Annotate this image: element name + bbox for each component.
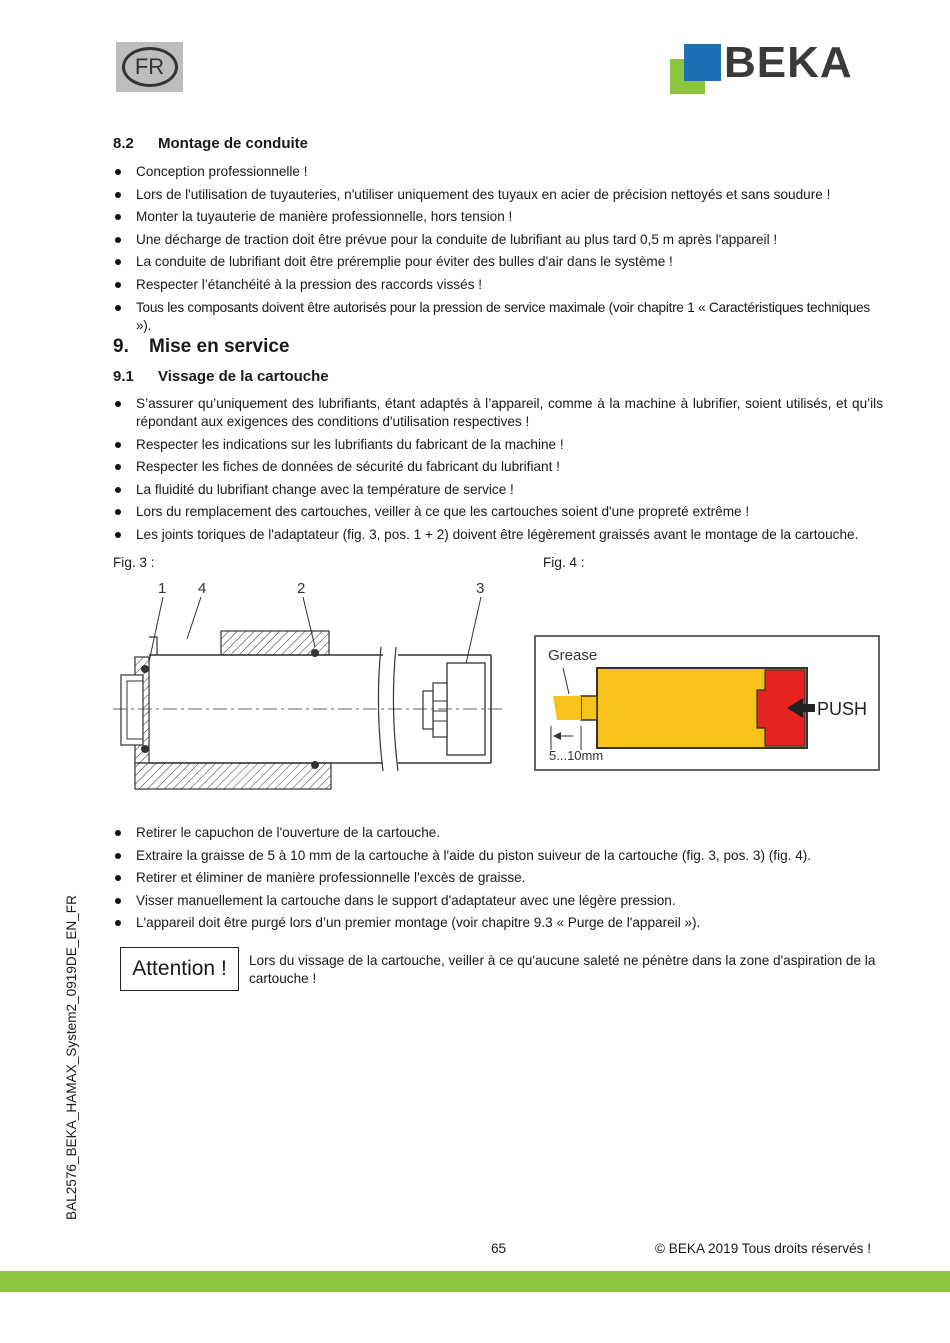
list-item: S’assurer qu’uniquement des lubrifiants, étant adaptés à l’appareil, comme à la machine à lubrifier, soient utilisés, et qu’ils répondant aux exigences des conditions d'utilisation respectives ! — [113, 395, 883, 431]
list-item: La conduite de lubrifiant doit être préremplie pour éviter des bulles d'air dans le système ! — [113, 253, 883, 271]
list-item: Respecter les fiches de données de sécurité du fabricant du lubrifiant ! — [113, 458, 883, 476]
fig3-o-ring-2 — [311, 649, 319, 657]
list-item: Conception professionnelle ! — [113, 163, 883, 181]
fig3-caption: Fig. 3 : — [113, 555, 155, 570]
copyright: © BEKA 2019 Tous droits réservés ! — [654, 1241, 871, 1256]
logo-wordmark: BEKA — [724, 38, 853, 87]
section-9-1-heading — [113, 368, 329, 385]
fig3-adapter-bottom — [135, 763, 331, 789]
fig3-label-4: 4 — [198, 580, 207, 597]
list-item: La fluidité du lubrifiant change avec la température de service ! — [113, 481, 883, 499]
section-8-2-heading — [113, 135, 308, 152]
logo-blue-square — [684, 44, 721, 81]
footer-bar — [0, 1271, 950, 1292]
list-item: Extraire la graisse de 5 à 10 mm de la cartouche à l'aide du piston suiveur de la cartouche (fig. 3, pos. 3) (fig. 4). — [113, 847, 883, 865]
section-8-2-list — [113, 163, 883, 339]
list-item: Lors du remplacement des cartouches, veiller à ce que les cartouches soient d'une propreté extrême ! — [113, 503, 883, 521]
list-item: Les joints toriques de l'adaptateur (fig. 3, pos. 1 + 2) doivent être légèrement graissés avant le montage de la cartouche. — [113, 526, 883, 544]
fig3-o-ring-1 — [141, 665, 149, 673]
list-item: Lors de l'utilisation de tuyauteries, n'utiliser uniquement des tuyaux en acier de précision nettoyés et sans soudure ! — [113, 186, 883, 204]
page-number: 65 — [491, 1241, 507, 1256]
beka-logo — [670, 38, 882, 94]
fig3-cartridge-section-drawing — [113, 577, 508, 803]
section-title: Mise en service — [149, 336, 290, 357]
section-number: 9.1 — [113, 368, 134, 385]
section-9-1-list — [113, 395, 883, 549]
fig3-label-2: 2 — [297, 580, 306, 597]
section-title: Vissage de la cartouche — [158, 368, 329, 385]
fig3-label-1: 1 — [158, 580, 167, 597]
fig4-nozzle — [581, 696, 597, 720]
fig4-grease-push-diagram — [525, 580, 883, 802]
section-number: 9. — [113, 336, 129, 357]
attention-box: Attention ! — [120, 947, 239, 991]
fig4-grease-label: Grease — [548, 647, 598, 664]
fig3-leader-4 — [187, 597, 201, 639]
list-item: Visser manuellement la cartouche dans le support d'adaptateur avec une légère pression. — [113, 892, 883, 910]
attention-text: Lors du vissage de la cartouche, veiller à ce qu'aucune saleté ne pénètre dans la zone d'aspiration de la cartouche ! — [249, 953, 876, 986]
fig3-leader-1 — [149, 597, 163, 662]
cartridge-steps-list — [113, 824, 883, 937]
fig3-label-3: 3 — [476, 580, 485, 597]
language-badge — [116, 42, 183, 92]
list-item: Respecter les indications sur les lubrifiants du fabricant de la machine ! — [113, 436, 883, 454]
list-item: Respecter l’étanchéité à la pression des raccords vissés ! — [113, 276, 883, 294]
list-item: Retirer et éliminer de manière professionnelle l'excès de graisse. — [113, 869, 883, 887]
document-code: BAL2576_BEKA_HAMAX_System2_0919DE_EN_FR — [64, 895, 79, 1220]
section-title: Montage de conduite — [158, 135, 308, 152]
fig4-extruded-grease — [553, 696, 581, 720]
list-item: Monter la tuyauterie de manière professionnelle, hors tension ! — [113, 208, 883, 226]
list-item: Retirer le capuchon de l'ouverture de la cartouche. — [113, 824, 883, 842]
language-label: FR — [122, 47, 178, 87]
section-9-heading — [113, 336, 289, 358]
section-number: 8.2 — [113, 135, 134, 152]
fig4-push-label: PUSH — [817, 699, 868, 719]
fig3-nozzle — [121, 675, 143, 745]
list-item: Tous les composants doivent être autorisés pour la pression de service maximale (voir chapitre 1 « Caractéristiques techniques »). — [113, 299, 883, 335]
list-item: Une décharge de traction doit être prévue pour la conduite de lubrifiant au plus tard 0,5 m après l'appareil ! — [113, 231, 883, 249]
list-item: L'appareil doit être purgé lors d’un premier montage (voir chapitre 9.3 « Purge de l'appareil »). — [113, 914, 883, 932]
fig4-range-label: 5...10mm — [549, 748, 604, 763]
fig4-caption: Fig. 4 : — [543, 555, 585, 570]
